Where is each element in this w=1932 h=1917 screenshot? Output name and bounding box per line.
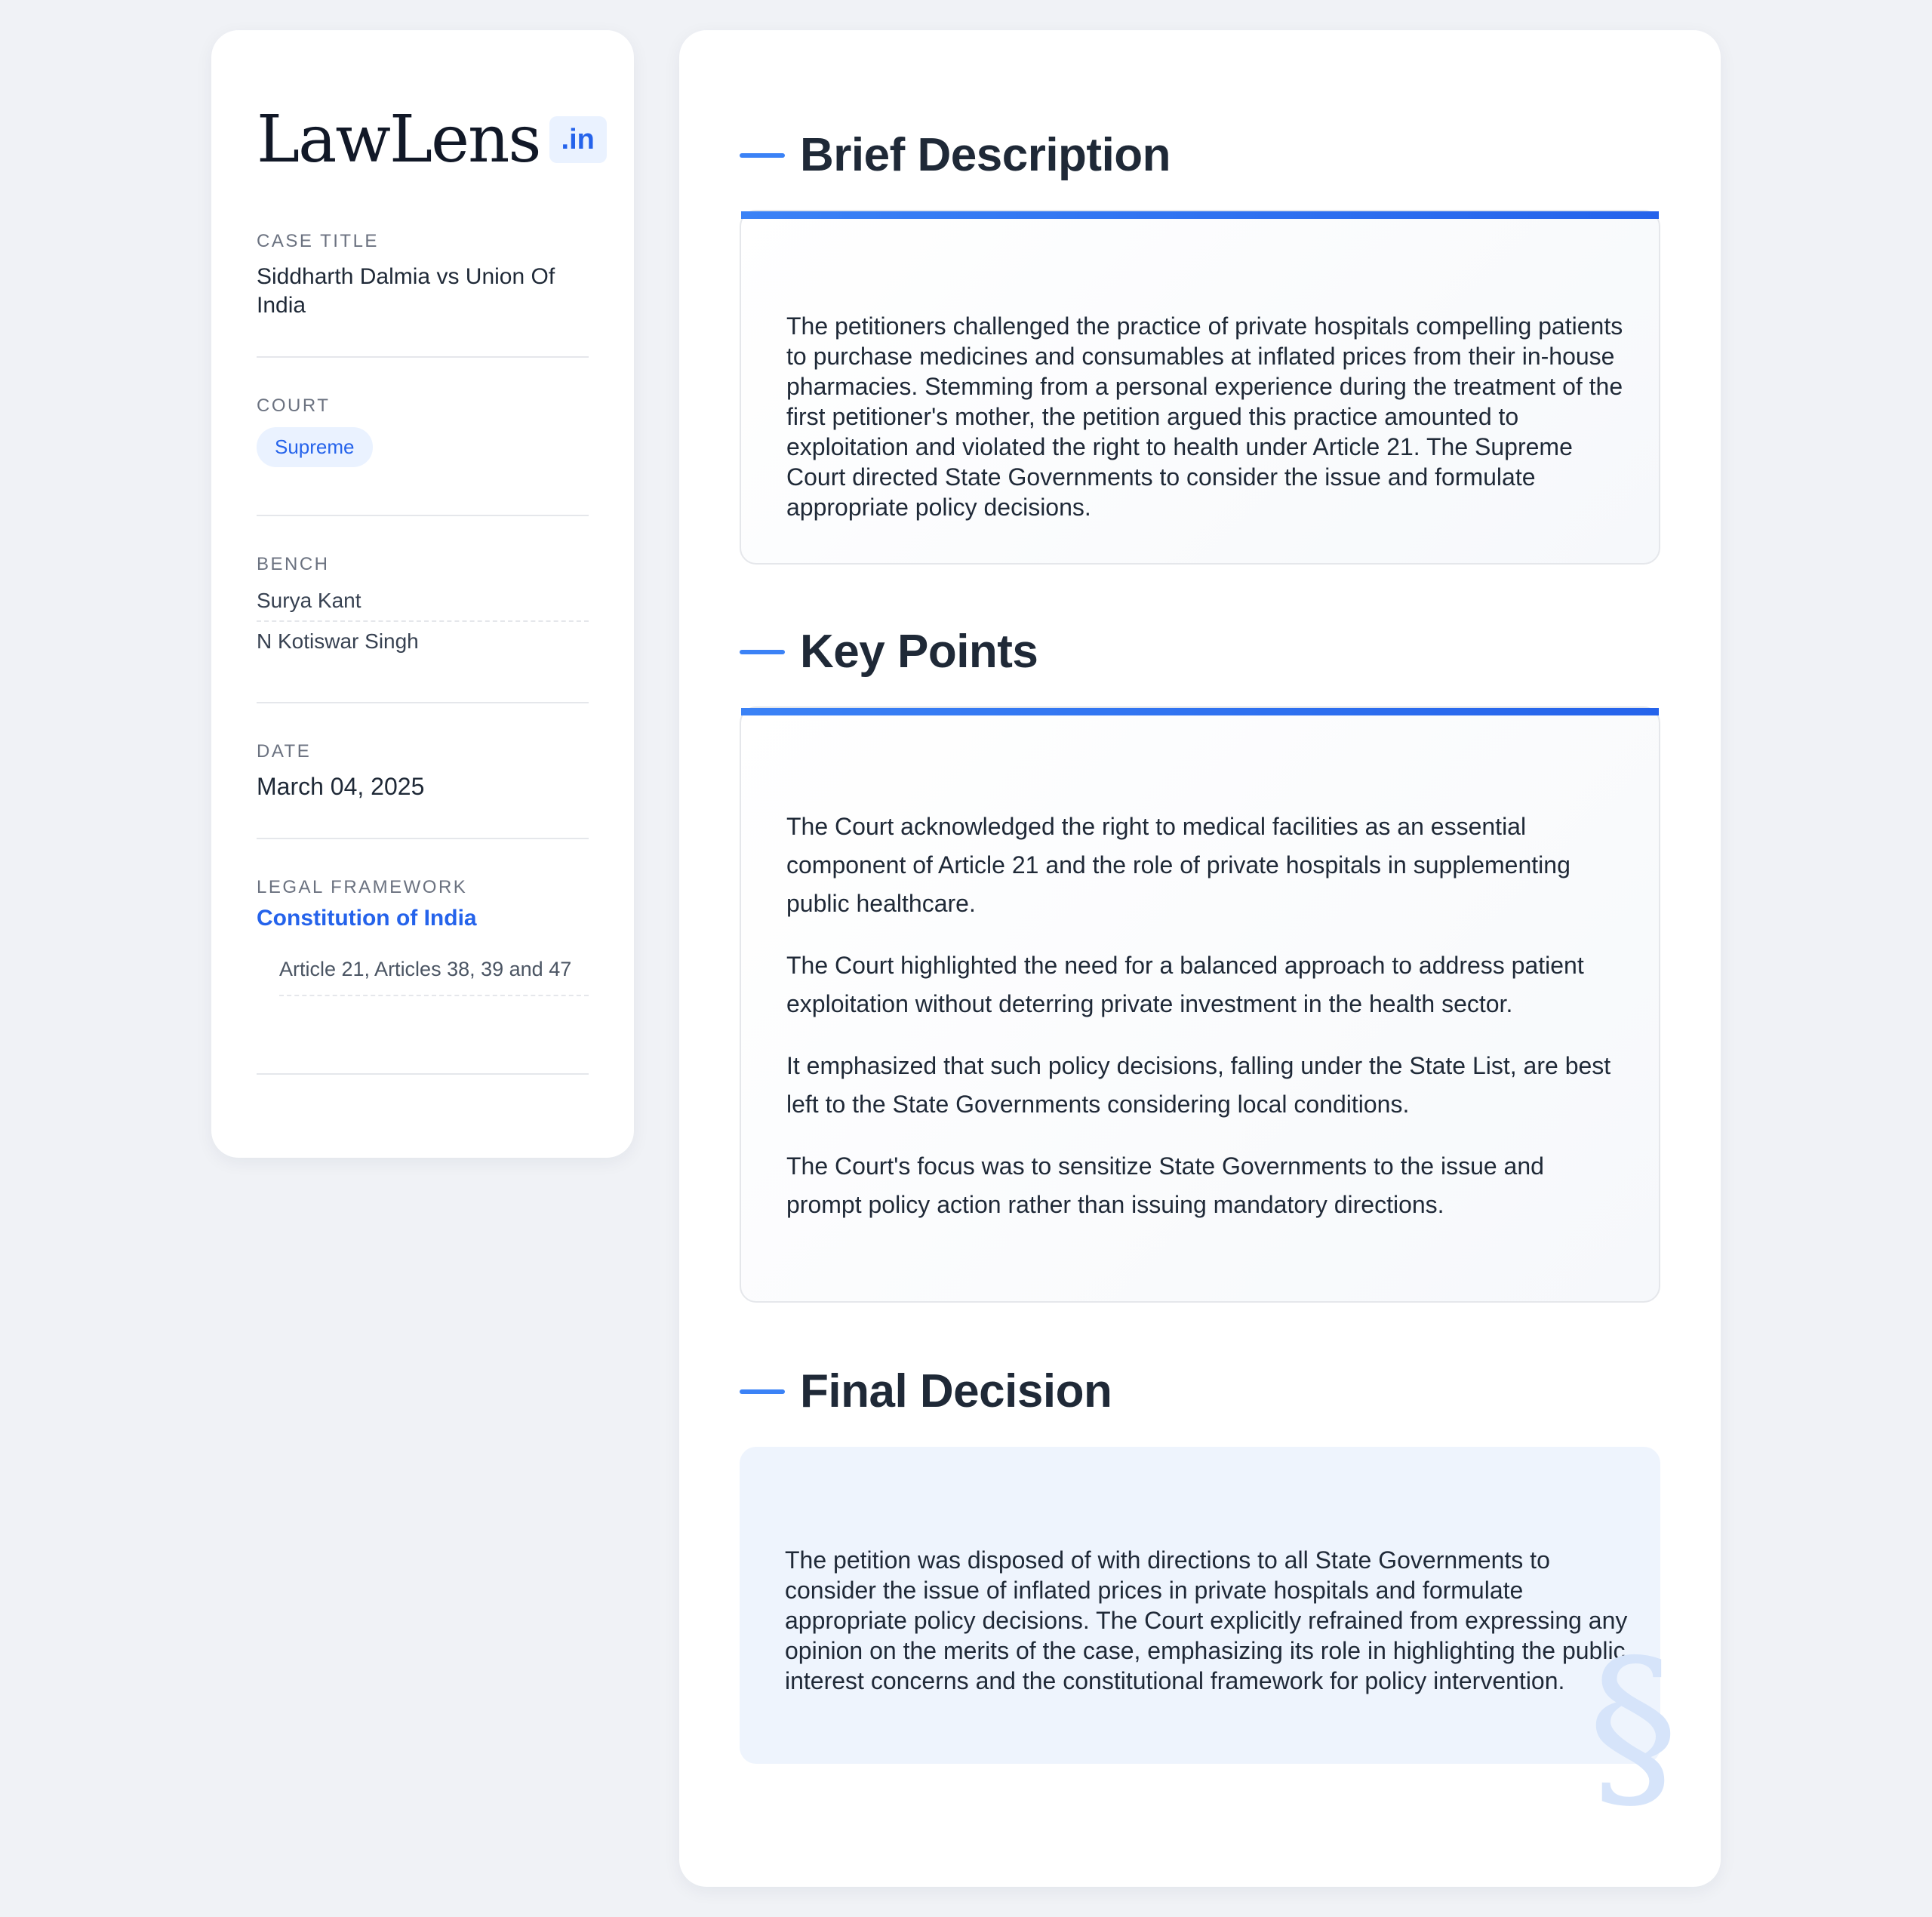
framework-articles: Article 21, Articles 38, 39 and 47 [279, 952, 589, 996]
judgment-date: March 04, 2025 [257, 773, 425, 800]
heading-accent-bar [740, 153, 785, 158]
divider [257, 838, 589, 839]
case-sidebar [211, 30, 634, 1158]
section-title: Brief Description [800, 129, 1171, 181]
court-label: COURT [257, 395, 331, 416]
date-block [257, 741, 589, 801]
divider [257, 356, 589, 358]
brand-logo[interactable] [257, 102, 607, 177]
case-summary-main [679, 30, 1721, 1887]
key-point-item: The Court acknowledged the right to medical facilities as an essential component of Article 21 and the role of private hospitals in supplementing public healthcare. [786, 813, 1571, 917]
legal-framework-block [257, 877, 589, 996]
case-title-block [257, 231, 589, 320]
key-point-item: It emphasized that such policy decisions, falling under the State List, are best left to the State Governments considering local conditions. [786, 1052, 1611, 1118]
court-badge: Supreme [257, 427, 373, 467]
key-point-item: The Court highlighted the need for a balanced approach to address patient exploitation without deterring private investment in the health sector. [786, 952, 1584, 1017]
section-sign-icon: § [1588, 1620, 1678, 1832]
divider [257, 515, 589, 516]
section-title: Final Decision [800, 1365, 1112, 1417]
date-label: DATE [257, 741, 312, 762]
key-points-heading [740, 625, 1038, 678]
final-decision-card [740, 1447, 1678, 1832]
legal-framework-label: LEGAL FRAMEWORK [257, 877, 468, 897]
card-accent-bar [741, 211, 1659, 219]
heading-accent-bar [740, 1389, 785, 1394]
key-points-card [740, 706, 1660, 1303]
court-block [257, 395, 589, 467]
case-title: Siddharth Dalmia vs Union Of India [257, 264, 555, 318]
final-decision-heading [740, 1365, 1112, 1418]
card-accent-bar [741, 708, 1659, 715]
key-points-list [786, 808, 1624, 1248]
bench-judge: N Kotiswar Singh [257, 629, 419, 653]
bench-block [257, 554, 589, 661]
brand-name: LawLens [257, 102, 540, 177]
bench-label: BENCH [257, 554, 330, 574]
brief-description-card [740, 210, 1660, 565]
brand-tld-badge: .in [549, 116, 607, 163]
section-title: Key Points [800, 626, 1038, 678]
framework-link[interactable]: Constitution of India [257, 906, 477, 931]
bench-judge: Surya Kant [257, 581, 589, 622]
brief-description-text: The petitioners challenged the practice of private hospitals compelling patients to purchase medicines and consumables at inflated prices from their in-house pharmacies. Stemming from a personal experience during the treatment of the first petitioner's mother, the petition argued this practice amounted to exploitation and violated the right to health under Article 21. The Supreme Court directed State Governments to consider the issue and formulate appropriate policy decisions. [786, 312, 1623, 521]
case-title-label: CASE TITLE [257, 231, 379, 251]
brief-description-heading [740, 128, 1171, 182]
final-decision-text: The petition was disposed of with directions to all State Governments to consider the issue of inflated prices in private hospitals and formulate appropriate policy decisions. The Court explicitly refrained from expressing any opinion on the merits of the case, emphasizing its role in highlighting the public interest concerns and the constitutional framework for policy intervention. [785, 1546, 1628, 1694]
divider [257, 1073, 589, 1075]
divider [257, 702, 589, 703]
heading-accent-bar [740, 650, 785, 654]
key-point-item: The Court's focus was to sensitize State Governments to the issue and prompt policy action rather than issuing mandatory directions. [786, 1152, 1544, 1218]
